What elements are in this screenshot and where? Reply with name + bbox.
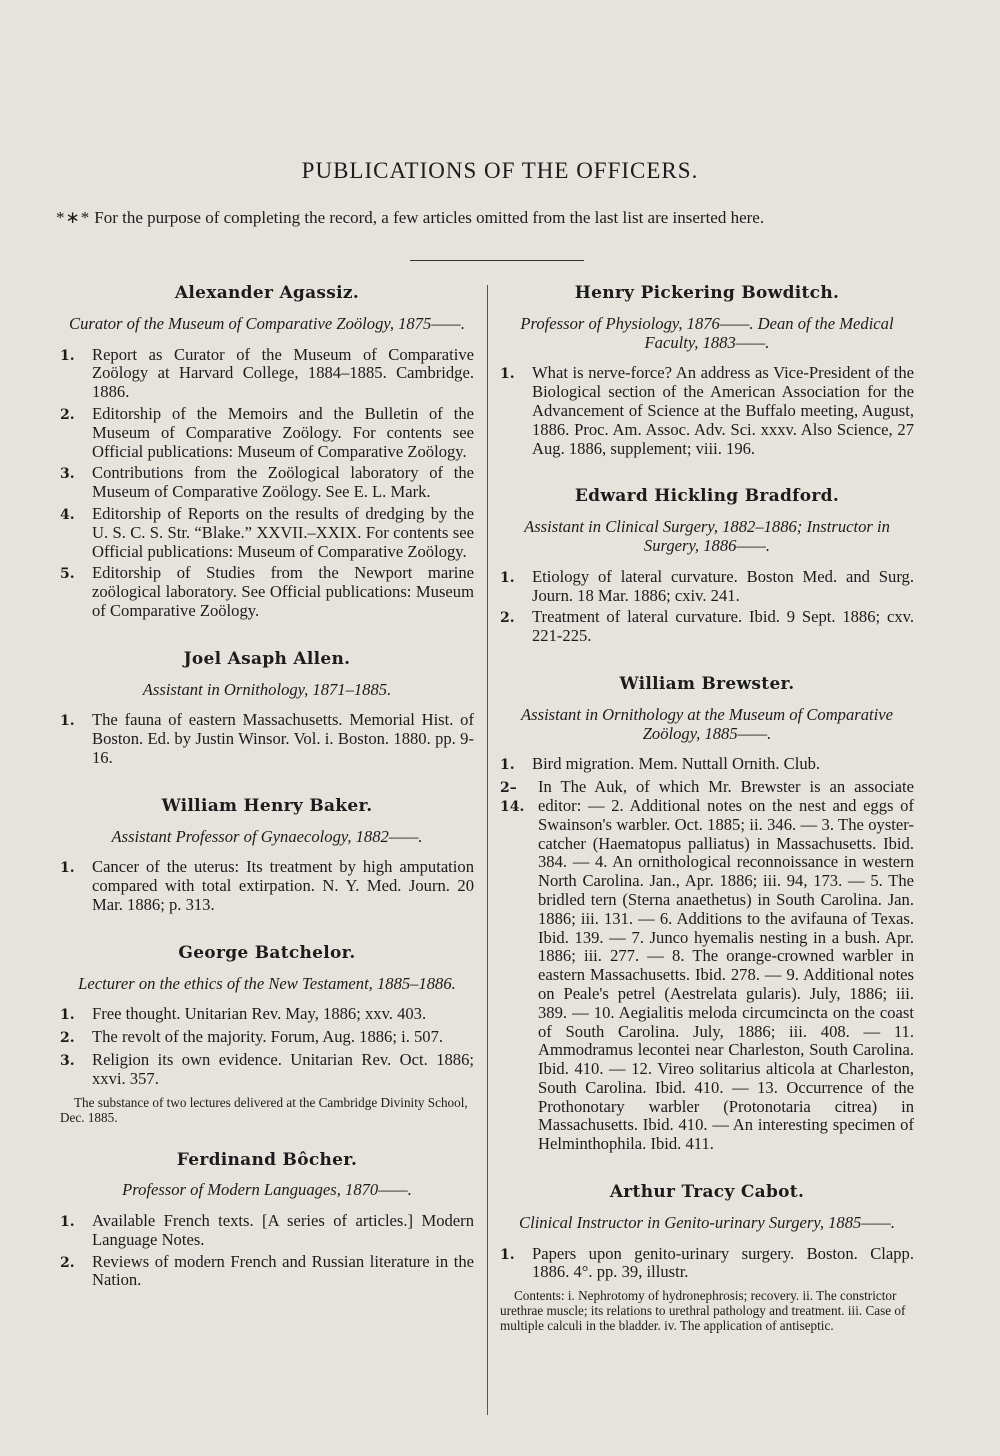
officer-title: Assistant Professor of Gynaecology, 1882——. xyxy=(111,826,423,846)
officer-entry xyxy=(60,284,474,621)
officer-title: Clinical Instructor in Genito-urinary Surgery, 1885——. xyxy=(519,1212,895,1232)
officer-name: William Henry Baker. xyxy=(161,795,373,816)
officer-name: Alexander Agassiz. xyxy=(174,283,360,303)
officer-name: Ferdinand Bôcher. xyxy=(176,1149,358,1170)
officer-title: Assistant in Ornithology at the Museum of Comparative Zoölogy, 1885——. xyxy=(521,704,893,743)
note-text: For the purpose of completing the record, a few articles omitted from the last list are inserted here. xyxy=(94,208,765,227)
item-text: Papers upon genito-urinary surgery. Boston. Clapp. 1886. 4°. pp. 39, illustr. xyxy=(532,1243,914,1282)
item-number: 1. xyxy=(60,1214,75,1231)
publication-item xyxy=(500,1245,914,1283)
publication-item xyxy=(500,778,914,1154)
item-number: 1. xyxy=(500,366,515,383)
officer-entry xyxy=(500,284,914,458)
publication-item xyxy=(60,464,474,502)
item-text: Religion its own evidence. Unitarian Rev. Oct. 1886; xxvi. 357. xyxy=(92,1049,474,1088)
officer-title: Curator of the Museum of Comparative Zoölogy, 1875——. xyxy=(69,313,465,333)
item-number: 1. xyxy=(60,347,75,364)
right-column xyxy=(500,284,914,1333)
officer-name: William Brewster. xyxy=(619,673,795,694)
item-text: Editorship of Reports on the results of dredging by the U. S. C. S. Str. “Blake.” XXVII.–XXIX. For contents see Official publications: Museum of Comparative Zoölogy. xyxy=(92,503,474,561)
officer-entry xyxy=(500,1183,914,1333)
item-text: What is nerve-force? An address as Vice-President of the Biological section of the American Association for the Advancement of Science at the Buffalo meeting, August, 1886. Proc. Am. Assoc. Adv. Sci. xxxv. Also Science, 27 Aug. 1886, supplement; viii. 196. xyxy=(532,363,914,458)
item-number: 5. xyxy=(60,566,75,583)
publication-item xyxy=(500,608,914,646)
officer-entry xyxy=(500,487,914,646)
item-text: Etiology of lateral curvature. Boston Med. and Surg. Journ. 18 Mar. 1886; cxiv. 241. xyxy=(532,566,914,605)
publication-item xyxy=(60,564,474,620)
publication-item xyxy=(60,1005,474,1025)
title-rule xyxy=(410,260,584,261)
officer-entry xyxy=(60,797,474,915)
publication-item xyxy=(500,568,914,606)
item-text: Editorship of Studies from the Newport marine zoölogical laboratory. See Official publications: Museum of Comparative Zoölogy. xyxy=(92,563,474,620)
publication-item xyxy=(60,405,474,461)
publication-item xyxy=(60,346,474,402)
column-divider xyxy=(487,285,488,1415)
officer-title: Professor of Modern Languages, 1870——. xyxy=(122,1180,412,1200)
publication-item xyxy=(500,755,914,775)
officer-entry xyxy=(60,944,474,1125)
item-number: 1. xyxy=(60,1007,75,1024)
publication-item xyxy=(60,711,474,767)
publication-item xyxy=(60,505,474,561)
item-text: Available French texts. [A series of articles.] Modern Language Notes. xyxy=(92,1211,474,1249)
left-column xyxy=(60,284,474,1293)
item-number: 2. xyxy=(60,1254,75,1271)
officer-title: Assistant in Ornithology, 1871–1885. xyxy=(142,679,392,699)
item-text: Bird migration. Mem. Nuttall Ornith. Club. xyxy=(532,754,821,774)
publication-item xyxy=(60,1051,474,1089)
item-text: The revolt of the majority. Forum, Aug. 1886; i. 507. xyxy=(92,1027,444,1047)
item-number: 1. xyxy=(60,713,75,730)
page-title: PUBLICATIONS OF THE OFFICERS. xyxy=(301,158,699,183)
officer-entry xyxy=(60,650,474,768)
publication-item xyxy=(500,364,914,458)
officer-name: Joel Asaph Allen. xyxy=(183,648,351,669)
item-text: Treatment of lateral curvature. Ibid. 9 Sept. 1886; cxv. 221-225. xyxy=(532,607,914,646)
item-text: Report as Curator of the Museum of Comparative Zoölogy at Harvard College, 1884–1885. Cambridge. 1886. xyxy=(92,344,474,402)
item-text: Free thought. Unitarian Rev. May, 1886; xxv. 403. xyxy=(92,1004,427,1024)
entry-footnote: The substance of two lectures delivered at the Cambridge Divinity School, Dec. 1885. xyxy=(60,1094,468,1125)
item-number: 1. xyxy=(500,569,515,586)
officer-name: Arthur Tracy Cabot. xyxy=(609,1182,805,1203)
officer-entry xyxy=(60,1151,474,1291)
item-number: 2. xyxy=(60,406,75,423)
item-number: 1. xyxy=(500,1246,515,1263)
item-text: Editorship of the Memoirs and the Bulletin of the Museum of Comparative Zoölogy. For contents see Official publications: Museum of Comparative Zoölogy. xyxy=(92,403,474,461)
officer-title: Professor of Physiology, 1876——. Dean of the Medical Faculty, 1883——. xyxy=(520,313,894,352)
officer-title: Assistant in Clinical Surgery, 1882–1886; Instructor in Surgery, 1886——. xyxy=(524,517,890,555)
page-note xyxy=(56,208,956,228)
publication-item xyxy=(60,1253,474,1291)
publication-item xyxy=(60,1028,474,1048)
publication-item xyxy=(60,858,474,914)
item-text: Reviews of modern French and Russian literature in the Nation. xyxy=(92,1251,474,1290)
item-number: 3. xyxy=(60,1052,75,1069)
publication-item xyxy=(60,1212,474,1250)
officer-entry xyxy=(500,675,914,1154)
item-number: 2–14. xyxy=(500,780,525,815)
item-text: Contributions from the Zoölogical laboratory of the Museum of Comparative Zoölogy. See E. L. Mark. xyxy=(92,463,474,502)
officer-name: Edward Hickling Bradford. xyxy=(574,486,840,507)
item-text: Cancer of the uterus: Its treatment by high amputation compared with total extirpation. N. Y. Med. Journ. 20 Mar. 1886; p. 313. xyxy=(92,857,474,914)
item-number: 1. xyxy=(60,860,75,877)
officer-title: Lecturer on the ethics of the New Testament, 1885–1886. xyxy=(78,973,456,993)
entry-footnote: Contents: i. Nephrotomy of hydronephrosis; recovery. ii. The constrictor urethrae muscle; its relations to urethral pathology and treatment. iii. Case of multiple calculi in the bladder. iv. The application of antiseptic. xyxy=(500,1288,906,1334)
item-number: 2. xyxy=(60,1030,75,1047)
item-number: 2. xyxy=(500,610,515,627)
item-text: The fauna of eastern Massachusetts. Memorial Hist. of Boston. Ed. by Justin Winsor. Vol. i. Boston. 1880. pp. 9-16. xyxy=(92,710,474,767)
item-number: 4. xyxy=(60,506,75,523)
note-asterism: *∗* xyxy=(56,208,91,227)
item-number: 3. xyxy=(60,466,75,483)
officer-name: George Batchelor. xyxy=(178,942,356,963)
officer-name: Henry Pickering Bowditch. xyxy=(574,283,840,303)
item-number: 1. xyxy=(500,757,515,774)
item-text: In The Auk, of which Mr. Brewster is an associate editor: — 2. Additional notes on the nest and eggs of Swainson's warbler. Oct. 1885; ii. 346. — 3. The oyster-catcher (Haematopus palliatus) in Massachusetts. Ibid. 384. — 4. An ornithological reconnoissance in western North Carolina. Jan., Apr. 1886; iii. 94, 173. — 5. The bridled tern (Sterna anaethetus) in South Carolina. Jan. 1886; iii. 131. — 6. Additions to the avifauna of Texas. Ibid. 139. — 7. Junco hyemalis nesting in a bush. Apr. 1886; iii. 277. — 8. The orange-crowned warbler in eastern Massachusetts. Ibid. 278. — 9. Additional notes on Peale's petrel (Aestrelata gularis). July, 1886; iii. 389. — 10. Aegialitis meloda circumcincta on the coast of South Carolina. July, 1886; iii. 408. — 11. Ammodramus lecontei near Charleston, South Carolina. Ibid. 410. — 12. Vireo solitarius alticola at Charleston, South Carolina. Ibid. 410. — 13. Occurrence of the Prothonotary warbler (Protonotaria citrea) in Massachusetts. Ibid. 410. — An interesting specimen of Helminthophila. Ibid. 411. xyxy=(538,777,914,1154)
